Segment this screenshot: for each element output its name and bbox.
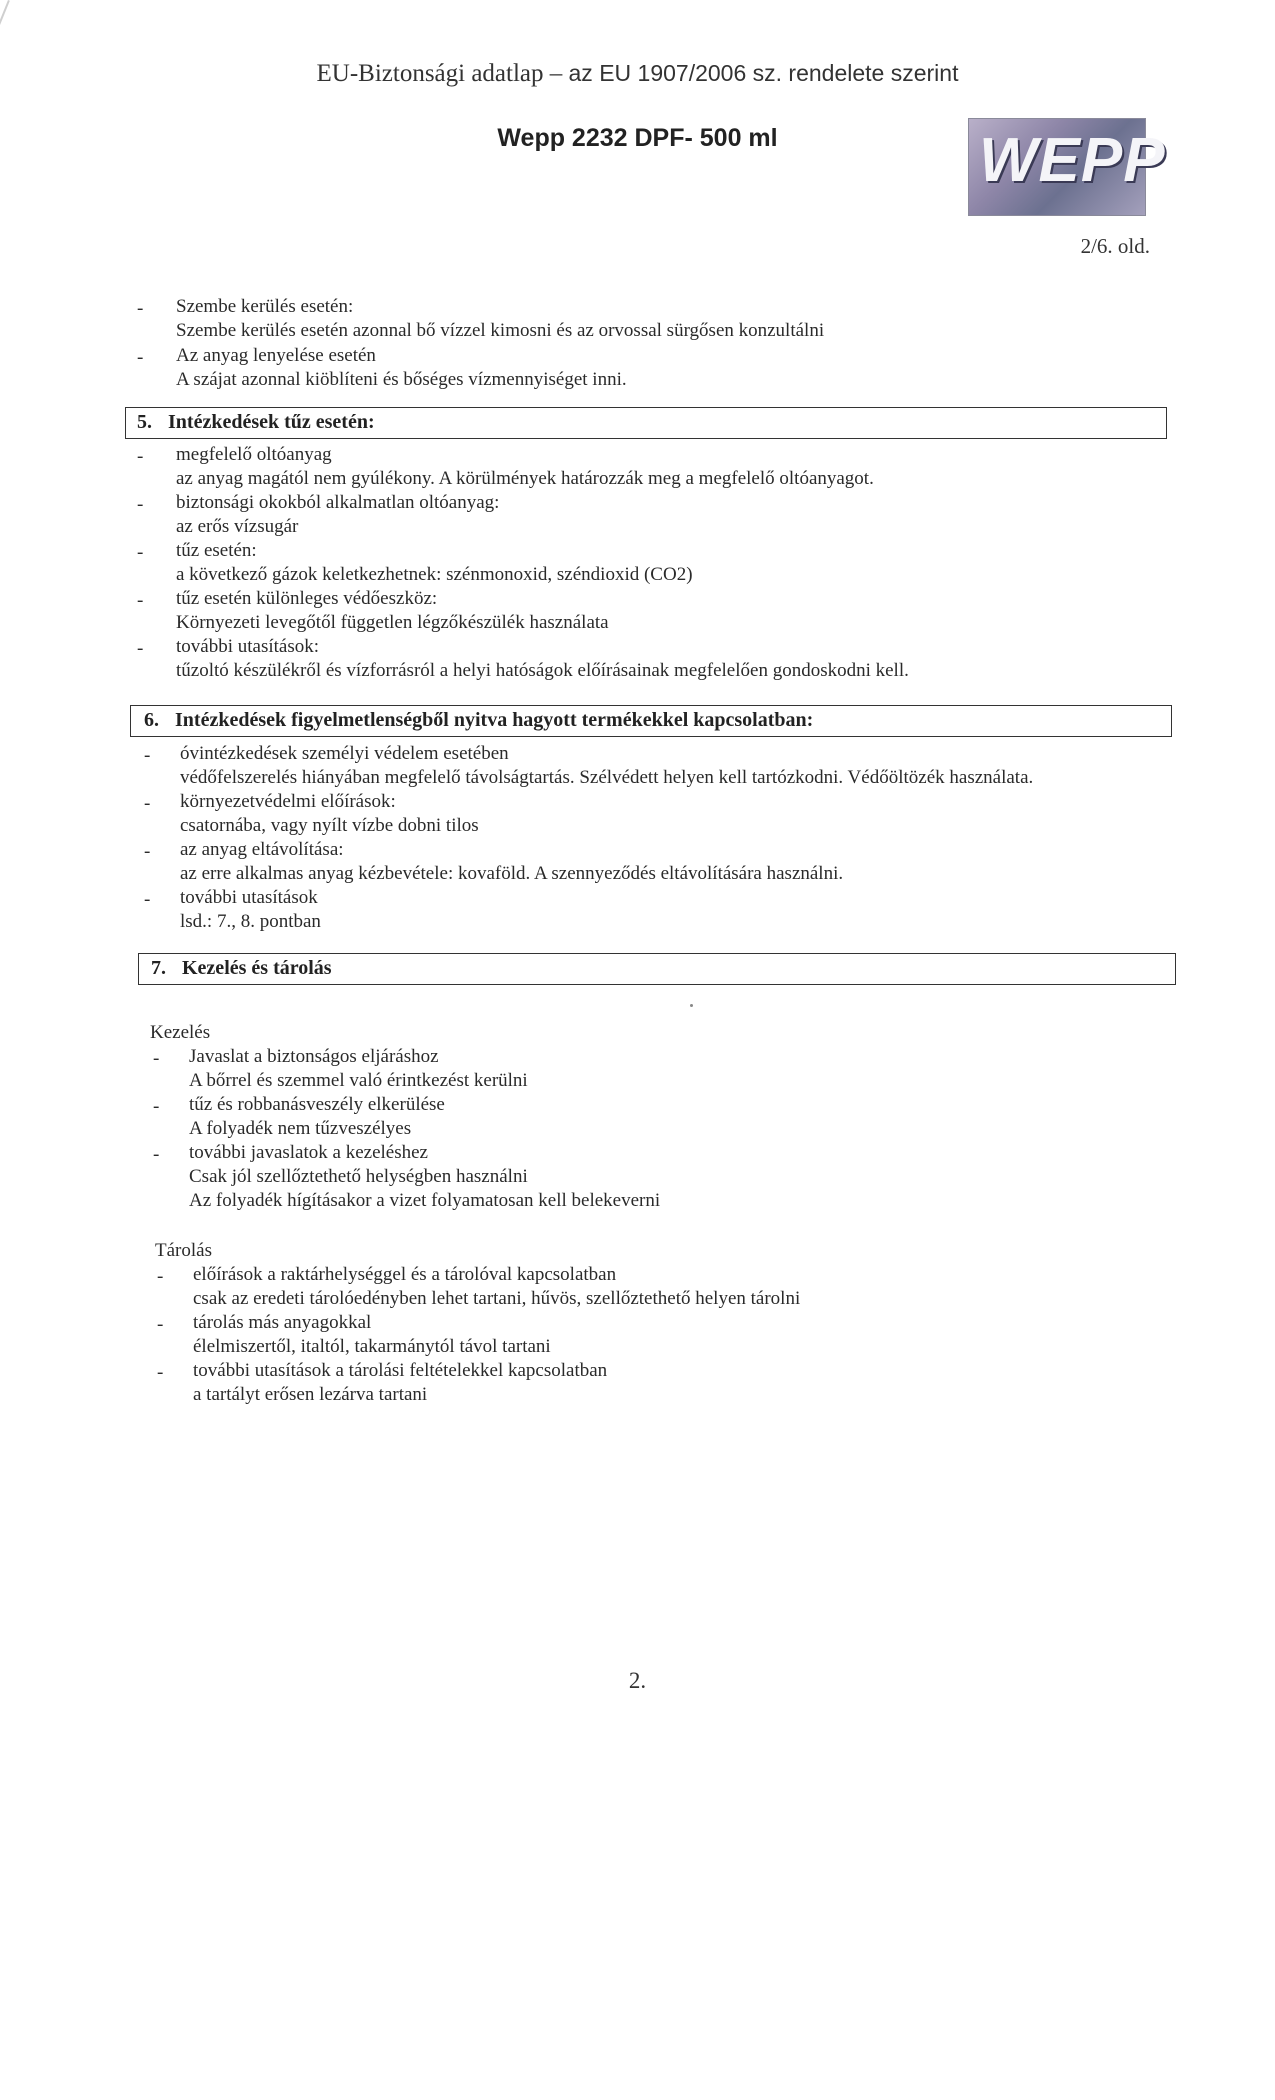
tarolas-heading: Tárolás xyxy=(155,1240,212,1261)
section-6-item-text: csatornába, vagy nyílt vízbe dobni tilos xyxy=(180,815,479,836)
bullet-dash: - xyxy=(157,1266,164,1287)
product-title: Wepp 2232 DPF- 500 ml xyxy=(497,124,778,152)
section-6-item-text: az erre alkalmas anyag kézbevétele: kovaföld. A szennyeződés eltávolítására használni. xyxy=(180,863,844,884)
section-6-number: 6. xyxy=(144,709,159,731)
tarolas-item-label: tárolás más anyagokkal xyxy=(193,1312,372,1333)
bullet-dash: - xyxy=(137,446,144,467)
intro-item-label: Szembe kerülés esetén: xyxy=(176,296,354,317)
section-5-number: 5. xyxy=(137,411,152,433)
scan-speck xyxy=(690,1004,693,1007)
bullet-dash: - xyxy=(153,1144,160,1165)
section-5-item-label: tűz esetén: xyxy=(176,540,257,561)
wepp-logo xyxy=(968,118,1166,216)
section-5-item-label: megfelelő oltóanyag xyxy=(176,444,332,465)
tarolas-item-label: további utasítások a tárolási feltételekkel kapcsolatban xyxy=(193,1360,608,1381)
section-7-title: Kezelés és tárolás xyxy=(182,957,332,979)
bullet-dash: - xyxy=(144,841,151,862)
header-title-serif: EU-Biztonsági adatlap – xyxy=(316,60,569,87)
kezeles-item-text: A folyadék nem tűzveszélyes xyxy=(189,1118,412,1139)
intro-item-text: Szembe kerülés esetén azonnal bő vízzel kimosni és az orvossal sürgősen konzultálni xyxy=(176,320,825,341)
logo-text: WEPP xyxy=(979,126,1166,195)
section-5-item-label: további utasítások: xyxy=(176,636,320,657)
bullet-dash: - xyxy=(137,638,144,659)
section-5-item-text: az anyag magától nem gyúlékony. A körülmények határozzák meg a megfelelő oltóanyagot. xyxy=(176,468,874,489)
tarolas-item-text: élelmiszertől, italtól, takarmánytól távol tartani xyxy=(193,1336,551,1357)
bullet-dash: - xyxy=(137,542,144,563)
kezeles-item-label: tűz és robbanásveszély elkerülése xyxy=(189,1094,445,1115)
intro-item-label: Az anyag lenyelése esetén xyxy=(176,345,376,366)
kezeles-item-text: A bőrrel és szemmel való érintkezést kerülni xyxy=(189,1070,528,1091)
section-6-item-label: további utasítások xyxy=(180,887,318,908)
section-6-item-text: lsd.: 7., 8. pontban xyxy=(180,911,321,932)
section-6-item-label: az anyag eltávolítása: xyxy=(180,839,344,860)
section-6-title: Intézkedések figyelmetlenségből nyitva hagyott termékekkel kapcsolatban: xyxy=(175,709,814,731)
kezeles-item-label: Javaslat a biztonságos eljáráshoz xyxy=(189,1046,439,1067)
kezeles-item-text: Az folyadék hígításakor a vizet folyamatosan kell belekeverni xyxy=(189,1190,661,1211)
bullet-dash: - xyxy=(157,1314,164,1335)
page-number: 2. xyxy=(628,1668,647,1693)
section-6-item-label: környezetvédelmi előírások: xyxy=(180,791,396,812)
section-6-item-text: védőfelszerelés hiányában megfelelő távolságtartás. Szélvédett helyen kell tartózkodni. Védőöltözék használata. xyxy=(180,767,1034,788)
tarolas-item-label: előírások a raktárhelységgel és a tárolóval kapcsolatban xyxy=(193,1264,617,1285)
section-5-item-label: tűz esetén különleges védőeszköz: xyxy=(176,588,438,609)
page-indicator: 2/6. old. xyxy=(1080,234,1150,258)
bullet-dash: - xyxy=(144,793,151,814)
document-header xyxy=(0,60,1275,88)
bullet-dash: - xyxy=(144,889,151,910)
section-6-item-label: óvintézkedések személyi védelem esetében xyxy=(180,743,509,764)
section-7-number: 7. xyxy=(151,957,166,979)
bullet-dash: - xyxy=(153,1096,160,1117)
header-title-sans: az EU 1907/2006 sz. rendelete szerint xyxy=(568,60,959,86)
kezeles-heading: Kezelés xyxy=(150,1022,211,1043)
bullet-dash: - xyxy=(144,745,151,766)
section-5-item-text: az erős vízsugár xyxy=(176,516,299,537)
intro-item-text: A szájat azonnal kiöblíteni és bőséges vízmennyiséget inni. xyxy=(176,369,627,390)
section-6-heading xyxy=(144,709,813,732)
bullet-dash: - xyxy=(137,494,144,515)
section-7-heading xyxy=(151,957,332,980)
bullet-dash: - xyxy=(153,1048,160,1069)
tarolas-item-text: csak az eredeti tárolóedényben lehet tartani, hűvös, szellőztethető helyen tárolni xyxy=(193,1288,801,1309)
kezeles-item-text: Csak jól szellőztethető helységben használni xyxy=(189,1166,528,1187)
section-5-item-text: a következő gázok keletkezhetnek: szénmonoxid, széndioxid (CO2) xyxy=(176,564,693,585)
bullet-dash: - xyxy=(137,347,144,368)
section-5-item-text: tűzoltó készülékről és vízforrásról a helyi hatóságok előírásainak megfelelően gondoskodni kell. xyxy=(176,660,909,681)
section-5-title: Intézkedések tűz esetén: xyxy=(168,411,375,433)
kezeles-item-label: további javaslatok a kezeléshez xyxy=(189,1142,428,1163)
section-5-heading xyxy=(137,411,375,434)
section-5-item-text: Környezeti levegőtől független légzőkészülék használata xyxy=(176,612,609,633)
bullet-dash: - xyxy=(137,298,144,319)
bullet-dash: - xyxy=(137,590,144,611)
bullet-dash: - xyxy=(157,1362,164,1383)
section-5-item-label: biztonsági okokból alkalmatlan oltóanyag: xyxy=(176,492,500,513)
tarolas-item-text: a tartályt erősen lezárva tartani xyxy=(193,1384,428,1405)
